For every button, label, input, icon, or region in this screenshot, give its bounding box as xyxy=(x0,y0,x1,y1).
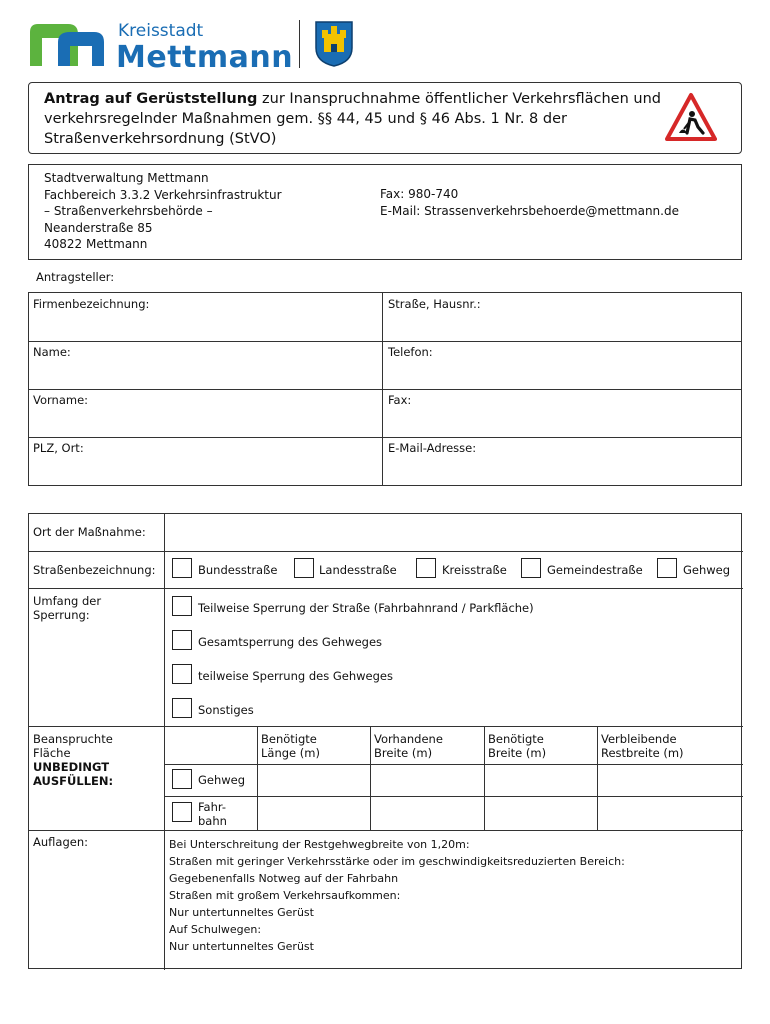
form-title-bold: Antrag auf Gerüststellung xyxy=(44,91,258,107)
field-strasse-hausnr[interactable]: Straße, Hausnr.: xyxy=(388,297,481,311)
logo-kreisstadt-text: Kreisstadt xyxy=(118,21,204,41)
logo-divider xyxy=(299,20,300,68)
option-sonstiges: Sonstiges xyxy=(198,703,254,717)
option-gemeindestrasse: Gemeindestraße xyxy=(547,563,643,577)
checkbox-teilweise-gehweg[interactable] xyxy=(172,664,192,684)
checkbox-kreisstrasse[interactable] xyxy=(416,558,436,578)
option-teilweise-gehweg: teilweise Sperrung des Gehweges xyxy=(198,669,393,683)
auflagen-text: Bei Unterschreitung der Restgehwegbreite von 1,20m: Straßen mit geringer Verkehrsstärke oder im geschwindigkeitsreduzierten Bereich: Gegebenenfalls Notweg auf der Fahrbahn Straßen mit großem Verkehrsaufkommen: Nur untertunneltes Gerüst Auf Schulwegen: Nur untertunneltes Gerüst xyxy=(169,838,625,953)
city-crest-icon xyxy=(314,20,354,68)
checkbox-sonstiges[interactable] xyxy=(172,698,192,718)
field-firmenbezeichnung[interactable]: Firmenbezeichnung: xyxy=(33,297,150,311)
applicant-section-label: Antragsteller: xyxy=(36,270,115,284)
col-verbleibende-restbreite: Verbleibende Restbreite (m) xyxy=(601,732,684,760)
authority-email: E-Mail: Strassenverkehrsbehoerde@mettmann.de xyxy=(380,203,679,218)
field-vorname[interactable]: Vorname: xyxy=(33,393,89,407)
address-line: Fachbereich 3.3.2 Verkehrsinfrastruktur xyxy=(44,187,282,202)
authority-address xyxy=(44,170,282,253)
checkbox-gemeindestrasse[interactable] xyxy=(521,558,541,578)
checkbox-flaeche-fahrbahn[interactable] xyxy=(172,802,192,822)
applicant-grid xyxy=(28,292,742,486)
checkbox-bundesstrasse[interactable] xyxy=(172,558,192,578)
option-bundesstrasse: Bundesstraße xyxy=(198,563,278,577)
option-gesamtsperrung-gehweg: Gesamtsperrung des Gehweges xyxy=(198,635,383,649)
row-gehweg-label: Gehweg xyxy=(198,773,246,787)
authority-fax: Fax: 980-740 xyxy=(380,187,459,201)
col-benoetigte-breite: Benötigte Breite (m) xyxy=(488,732,547,760)
field-plz-ort[interactable]: PLZ, Ort: xyxy=(33,441,84,455)
ort-massnahme-label: Ort der Maßnahme: xyxy=(33,525,146,539)
mettmann-logo-mark xyxy=(28,22,106,68)
umfang-sperrung-label: Umfang der Sperrung: xyxy=(33,594,102,622)
option-landesstrasse: Landesstraße xyxy=(319,563,397,577)
checkbox-landesstrasse[interactable] xyxy=(294,558,314,578)
field-fax[interactable]: Fax: xyxy=(388,393,412,407)
address-line: 40822 Mettmann xyxy=(44,237,148,251)
row-fahrbahn-label: Fahr- bahn xyxy=(198,800,227,828)
checkbox-gehweg[interactable] xyxy=(657,558,677,578)
field-telefon[interactable]: Telefon: xyxy=(388,345,433,359)
checkbox-flaeche-gehweg[interactable] xyxy=(172,769,192,789)
auflagen-label: Auflagen: xyxy=(33,835,88,849)
address-line: Neanderstraße 85 xyxy=(44,220,153,235)
strassenbezeichnung-label: Straßenbezeichnung: xyxy=(33,563,156,577)
form-title xyxy=(44,89,664,149)
col-benoetigte-laenge: Benötigte Länge (m) xyxy=(261,732,320,760)
option-gehweg: Gehweg xyxy=(683,563,731,577)
roadwork-warning-icon xyxy=(665,92,717,142)
form-title-rest: zur Inanspruchnahme öffentlicher Verkehrsflächen und verkehrsregelnder Maßnahmen gem. §§ 44, 45 und § 46 Abs. 1 Nr. 8 der Straßenverkehrsordnung (StVO) xyxy=(44,91,661,147)
checkbox-gesamtsperrung-gehweg[interactable] xyxy=(172,630,192,650)
field-email[interactable]: E-Mail-Adresse: xyxy=(388,441,477,455)
authority-contact xyxy=(380,186,679,219)
checkbox-teilweise-strasse[interactable] xyxy=(172,596,192,616)
col-vorhandene-breite: Vorhandene Breite (m) xyxy=(374,732,443,760)
option-kreisstrasse: Kreisstraße xyxy=(442,563,507,577)
beanspruchte-flaeche-label: Beanspruchte Fläche UNBEDINGT AUSFÜLLEN: xyxy=(33,732,114,788)
measure-table xyxy=(28,513,742,969)
address-line: Stadtverwaltung Mettmann xyxy=(44,171,209,185)
option-teilweise-strasse: Teilweise Sperrung der Straße (Fahrbahnrand / Parkfläche) xyxy=(198,601,534,615)
logo-mettmann-text: Mettmann xyxy=(116,40,294,75)
field-name[interactable]: Name: xyxy=(33,345,71,359)
address-line: – Straßenverkehrsbehörde – xyxy=(44,204,213,218)
